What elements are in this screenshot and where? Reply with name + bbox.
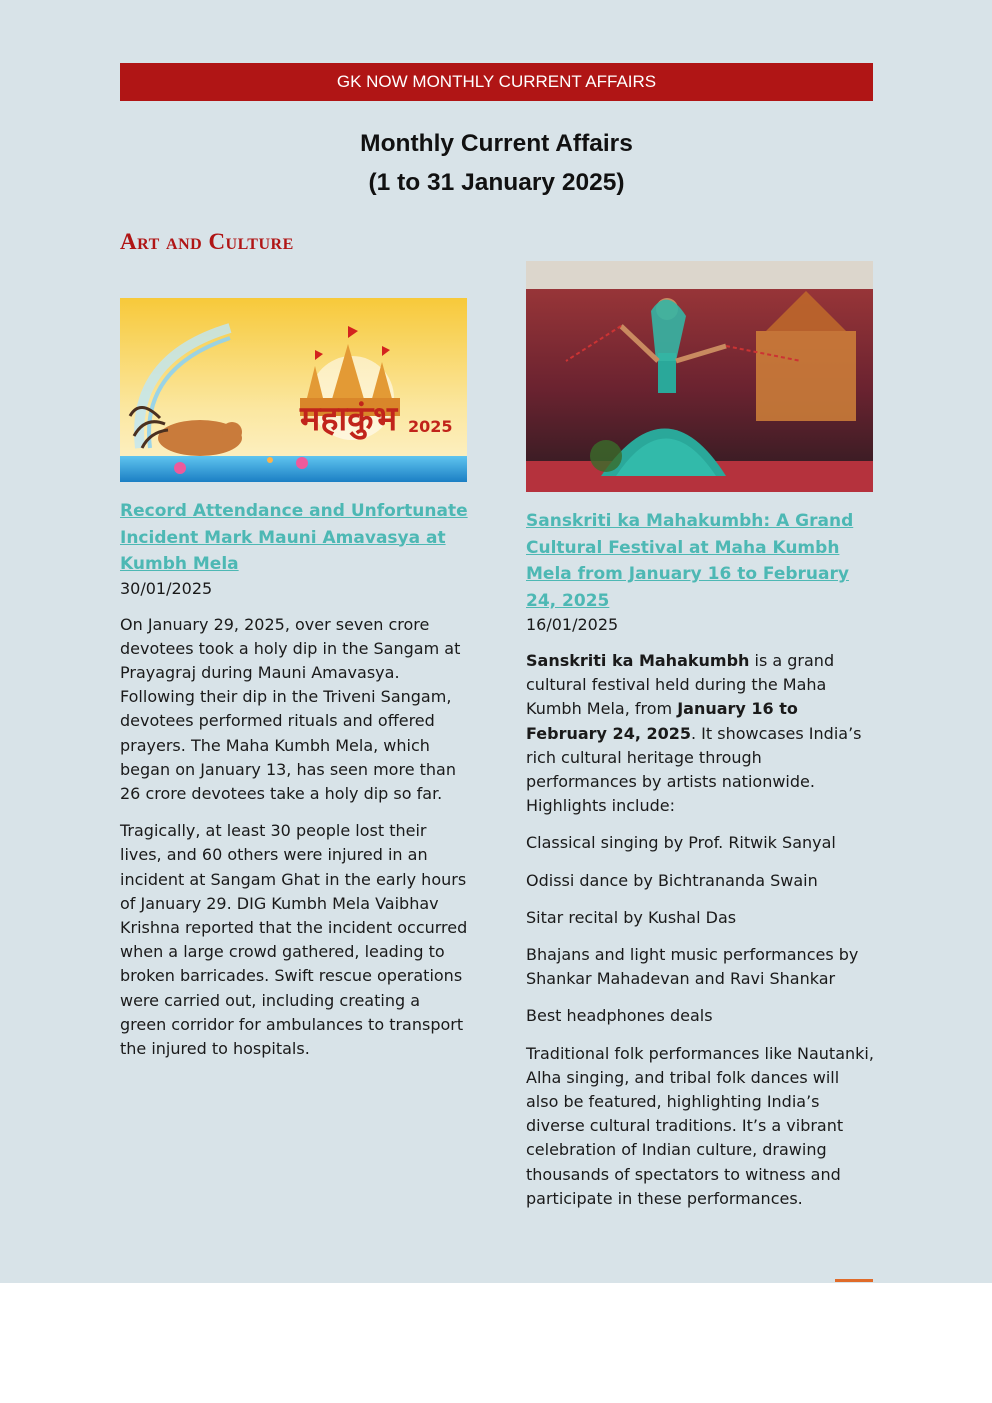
- highlight-item: Bhajans and light music performances by Shankar Mahadevan and Ravi Shankar: [526, 945, 859, 989]
- intro-text-1: is a grand cultural festival held during the Maha Kumbh Mela, from: [526, 651, 835, 719]
- highlight-item: Classical singing by Prof. Ritwik Sanyal: [526, 833, 836, 853]
- highlight-item: Odissi dance by Bichtrananda Swain: [526, 870, 818, 890]
- left-article-title-link[interactable]: Record Attendance and Unfortunate Incident Mark Mauni Amavasya at Kumbh Mela: [120, 501, 468, 574]
- right-article-date: 16/01/2025: [526, 615, 619, 634]
- left-article: [120, 298, 468, 1074]
- intro-bold-festival-name: Sanskriti ka Mahakumbh: [526, 651, 750, 670]
- section-heading: Art and Culture: [120, 229, 294, 254]
- header-banner: [120, 63, 873, 101]
- mahakumbh-image-text: महाकुंभ: [300, 399, 398, 439]
- right-article-intro: [526, 649, 874, 818]
- intro-text-2: . It showcases India’s rich cultural heritage through performances by artists nationwide. Highlights include:: [526, 723, 862, 816]
- page-title-line1: Monthly Current Affairs: [360, 130, 633, 157]
- page-title-line2: (1 to 31 January 2025): [368, 169, 625, 196]
- page-title: [120, 124, 873, 202]
- left-article-paragraph-2: Tragically, at least 30 people lost their lives, and 60 others were injured in an incident at Sangam Ghat in the early hours of January 29. DIG Kumbh Mela Vaibhav Krishna reported that the incident occurred when a large crowd gathered, leading to broken barricades. Swift rescue operations were carried out, including creating a green corridor for ambulances to transport the injured to hospitals.: [120, 821, 468, 1058]
- mahakumbh-banner-image: [120, 298, 467, 482]
- left-article-date: 30/01/2025: [120, 578, 213, 598]
- header-banner-text: GK NOW MONTHLY CURRENT AFFAIRS: [336, 72, 657, 91]
- highlight-item: Sitar recital by Kushal Das: [526, 907, 737, 927]
- right-article-title-link[interactable]: Sanskriti ka Mahakumbh: A Grand Cultural Festival at Maha Kumbh Mela from January 16 to February 24, 2025: [526, 511, 854, 611]
- intro-bold-dates: January 16 to February 24, 2025: [526, 699, 798, 743]
- left-article-paragraph-1: On January 29, 2025, over seven crore devotees took a holy dip in the Sangam at Prayagraj during Mauni Amavasya. Following their dip in the Triveni Sangam, devotees performed rituals and offered prayers. The Maha Kumbh Mela, which began on January 13, has seen more than 26 crore devotees take a holy dip so far.: [120, 614, 461, 803]
- highlight-item: Best headphones deals: [526, 1006, 713, 1026]
- folk-dancer-photo: [526, 261, 873, 492]
- right-article: [526, 261, 874, 1224]
- page-footer-accent: [835, 1279, 873, 1282]
- highlight-item: Traditional folk performances like Nautanki, Alha singing, and tribal folk dances will also be featured, highlighting India’s diverse cultural traditions. It’s a vibrant celebration of Indian culture, drawing thousands of spectators to witness and participate in these performances.: [526, 1043, 874, 1208]
- image-year-text: 2025: [408, 417, 453, 436]
